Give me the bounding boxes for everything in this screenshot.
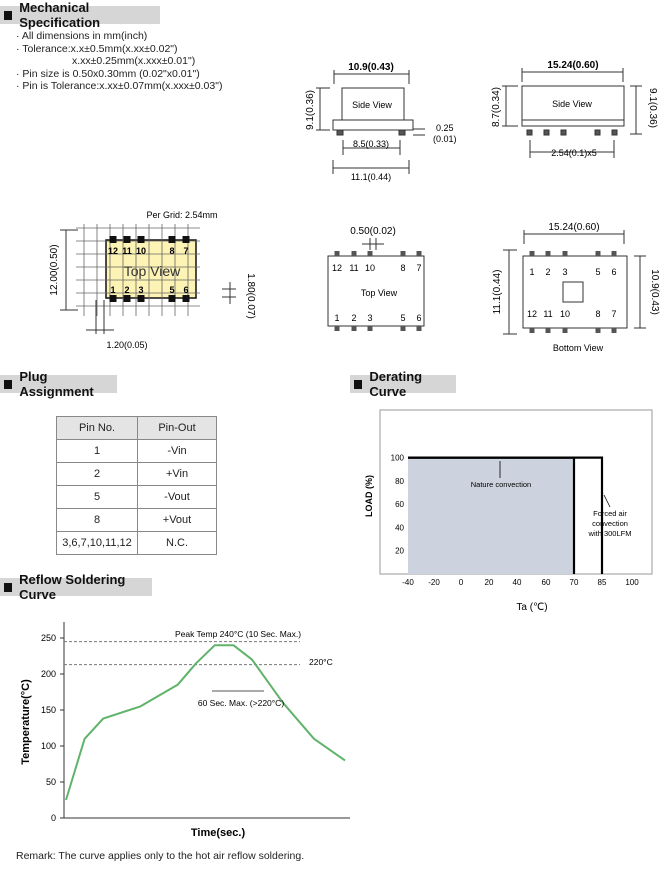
top-view-pin-label: 1	[334, 313, 340, 323]
derating-curve-header	[350, 369, 456, 399]
mechanical-spec-title: Mechanical Specification	[19, 0, 101, 30]
plug-assignment-table	[56, 416, 217, 555]
bottom-view-pin-label: 8	[595, 309, 601, 319]
top-view-pin	[335, 326, 340, 331]
reflow-peak-label: Peak Temp 240°C (10 Sec. Max.)	[174, 629, 302, 639]
grid-bottom-dim: 1.20(0.05)	[106, 340, 148, 350]
side-view-2-drawing	[502, 68, 642, 158]
note-3: x.xx±0.25mm(x.xxx±0.01")	[72, 55, 196, 67]
top-view-pin	[335, 251, 340, 256]
side1-top-dim: 10.9(0.43)	[348, 62, 394, 73]
top-view-pin-label: 3	[367, 313, 373, 323]
reflow-ytick: 50	[45, 777, 56, 787]
derating-xtick: -40	[402, 578, 414, 587]
col-pin-out: Pin-Out	[138, 417, 217, 440]
bottom-view-pin	[563, 328, 568, 333]
reflow-curve-header	[0, 572, 152, 602]
table-header-row	[57, 417, 217, 440]
derating-ann-forced-2: convection	[592, 519, 628, 528]
derating-ytick: 80	[395, 476, 404, 486]
bottom-view-pin-label: 2	[545, 267, 551, 277]
grid-pin-label: 6	[183, 285, 189, 295]
section-bullet-icon	[354, 380, 362, 389]
side2-pitch-dim: 2.54(0.1)x5	[551, 148, 597, 158]
reflow-curve-title: Reflow Soldering Curve	[19, 572, 126, 602]
bottom-view-pin	[612, 328, 617, 333]
bottom-left-dim: 11.1(0.44)	[492, 269, 503, 315]
note-1: · All dimensions in mm(inch)	[16, 30, 148, 42]
table-row	[57, 463, 217, 486]
grid-caption: Per Grid: 2.54mm	[146, 210, 218, 220]
top-view-pin	[368, 326, 373, 331]
grid-pin-label: 3	[138, 285, 144, 295]
grid-pin-label: 10	[135, 246, 147, 256]
top-pitch-dim: 0.50(0.02)	[350, 226, 396, 237]
bottom-view-pin	[546, 328, 551, 333]
derating-ann-nature: Nature convection	[470, 480, 532, 489]
bottom-view-drawing	[503, 230, 646, 334]
bottom-view-pin	[612, 251, 617, 256]
reflow-ytick: 200	[40, 669, 56, 679]
top-view-pin-label: 2	[351, 313, 357, 323]
bottom-view-pin	[530, 251, 535, 256]
top-view-pin	[401, 251, 406, 256]
grid-pin-label: 7	[183, 246, 189, 256]
section-bullet-icon	[4, 583, 12, 592]
derating-ytick: 40	[395, 523, 404, 533]
side1-label: Side View	[352, 100, 392, 110]
side1-left-dim: 9.1(0.36)	[305, 89, 316, 131]
side2-label: Side View	[552, 99, 592, 109]
bottom-view-pin	[563, 251, 568, 256]
reflow-xlabel: Time(sec.)	[190, 827, 246, 839]
top-view-pin	[368, 251, 373, 256]
bottom-top-dim: 15.24(0.60)	[548, 222, 600, 233]
derating-area	[408, 458, 574, 574]
table-row	[57, 509, 217, 532]
derating-xtick: 20	[484, 578, 494, 587]
top-view-pin	[352, 251, 357, 256]
bottom-view-pin-label: 11	[543, 309, 553, 319]
remark-text: Remark: The curve applies only to the hot air reflow soldering.	[16, 850, 305, 862]
grid-right-dim: 1.80(0.07)	[245, 273, 256, 319]
table-row	[57, 532, 217, 555]
derating-xlabel: Ta (℃)	[516, 602, 548, 613]
side1-pin-dim-inch: (0.01)	[433, 134, 457, 144]
top-view-label: Top View	[360, 288, 398, 298]
derating-ann-forced-1: Forced air	[593, 509, 627, 518]
note-4: · Pin size is 0.50x0.30mm (0.02"x0.01")	[16, 67, 200, 80]
bottom-view-pin	[530, 328, 535, 333]
reflow-ylabel: Temperature(°C)	[20, 679, 32, 765]
grid-pin-bottom	[183, 295, 190, 302]
top-view-pin-label: 6	[416, 313, 422, 323]
top-view-pin-label: 7	[416, 263, 422, 273]
pin-cell: 3,6,7,10,11,12	[57, 532, 138, 555]
side1-bottom-dim: 11.1(0.44)	[350, 172, 392, 182]
grid-pin-top	[124, 236, 131, 243]
bottom-view-pin-label: 6	[611, 267, 617, 277]
note-2: · Tolerance:x.x±0.5mm(x.xx±0.02")	[16, 42, 178, 55]
grid-left-dim: 12.00(0.50)	[49, 244, 60, 296]
section-bullet-icon	[4, 380, 12, 389]
table-row	[57, 486, 217, 509]
bottom-view-pin-label: 1	[529, 267, 535, 277]
derating-ytick: 60	[395, 500, 404, 510]
derating-xtick: 0	[458, 578, 464, 587]
grid-pin-bottom	[124, 295, 131, 302]
reflow-ytick: 0	[50, 813, 56, 823]
derating-ytick: 20	[395, 546, 404, 556]
grid-pin-bottom	[110, 295, 117, 302]
grid-pin-bottom	[169, 295, 176, 302]
derating-curve-title: Derating Curve	[369, 369, 423, 399]
table-row	[57, 440, 217, 463]
grid-view-drawing	[60, 224, 236, 334]
side2-right-dim: 9.1(0.36)	[647, 87, 658, 129]
top-view-pin-label: 12	[331, 263, 343, 273]
pinout-cell: +Vout	[138, 509, 217, 532]
pin-cell: 1	[57, 440, 138, 463]
bottom-view-pin-label: 3	[562, 267, 568, 277]
reflow-ytick: 100	[40, 741, 56, 751]
derating-xtick: 70	[569, 578, 579, 587]
grid-pin-label: 8	[169, 246, 175, 256]
derating-xtick: 85	[597, 578, 607, 587]
plug-assignment-header	[0, 369, 117, 399]
reflow-chart	[10, 598, 430, 848]
pinout-cell: -Vin	[138, 440, 217, 463]
grid-top-view-label: Top View	[123, 263, 181, 279]
top-view-pin	[352, 326, 357, 331]
reflow-duration-label: 60 Sec. Max. (>220°C)	[197, 698, 285, 708]
side1-inner-dim: 8.5(0.33)	[352, 139, 390, 149]
pinout-cell: +Vin	[138, 463, 217, 486]
top-view-pin	[417, 326, 422, 331]
pinout-cell: N.C.	[138, 532, 217, 555]
plug-assignment-title: Plug Assignment	[19, 369, 94, 399]
grid-pin-label: 5	[169, 285, 175, 295]
grid-pin-label: 1	[110, 285, 116, 295]
mechanical-drawings	[0, 0, 670, 370]
reflow-220-label: 220°C	[309, 657, 333, 667]
bottom-view-label: Bottom View	[552, 343, 604, 353]
pin-cell: 8	[57, 509, 138, 532]
bottom-view-pin-label: 7	[611, 309, 617, 319]
bottom-view-pin-label: 5	[595, 267, 601, 277]
derating-ylabel: LOAD (%)	[364, 475, 374, 517]
pin-cell: 2	[57, 463, 138, 486]
top-view-pin-label: 10	[364, 263, 376, 273]
note-5: · Pin is Tolerance:x.xx±0.07mm(x.xxx±0.03")	[16, 80, 223, 92]
reflow-ytick: 150	[40, 705, 56, 715]
derating-xtick: -20	[428, 578, 440, 587]
pinout-cell: -Vout	[138, 486, 217, 509]
grid-pin-label: 11	[122, 246, 132, 256]
reflow-curve-line	[66, 645, 345, 800]
derating-ytick: 100	[390, 453, 404, 463]
derating-xtick: 60	[541, 578, 551, 587]
top-view-pin-label: 5	[400, 313, 406, 323]
top-view-drawing	[328, 238, 424, 326]
top-view-pin-label: 11	[349, 263, 359, 273]
bottom-view-pin	[596, 328, 601, 333]
side-view-1-drawing	[316, 70, 425, 174]
top-view-pin	[401, 326, 406, 331]
col-pin-no: Pin No.	[57, 417, 138, 440]
derating-xtick: 40	[512, 578, 522, 587]
side1-pin-dim: 0.25	[436, 123, 454, 133]
bottom-right-dim: 10.9(0.43)	[649, 269, 660, 315]
bottom-view-pin	[546, 251, 551, 256]
reflow-ytick: 250	[40, 633, 56, 643]
side2-top-dim: 15.24(0.60)	[547, 60, 599, 71]
grid-pin-top	[183, 236, 190, 243]
grid-pin-top	[138, 236, 145, 243]
grid-pin-bottom	[138, 295, 145, 302]
derating-xtick: 100	[625, 578, 639, 587]
bottom-view-pin-label: 12	[526, 309, 538, 319]
side2-left-dim: 8.7(0.34)	[491, 86, 502, 128]
top-view-pin-label: 8	[400, 263, 406, 273]
bottom-view-pin-label: 10	[559, 309, 571, 319]
grid-pin-top	[110, 236, 117, 243]
derating-ann-forced-3: with 300LFM	[588, 529, 632, 538]
grid-pin-label: 2	[124, 285, 130, 295]
top-view-pin	[417, 251, 422, 256]
grid-pin-top	[169, 236, 176, 243]
bottom-view-pin	[596, 251, 601, 256]
grid-pin-label: 12	[107, 246, 119, 256]
pin-cell: 5	[57, 486, 138, 509]
